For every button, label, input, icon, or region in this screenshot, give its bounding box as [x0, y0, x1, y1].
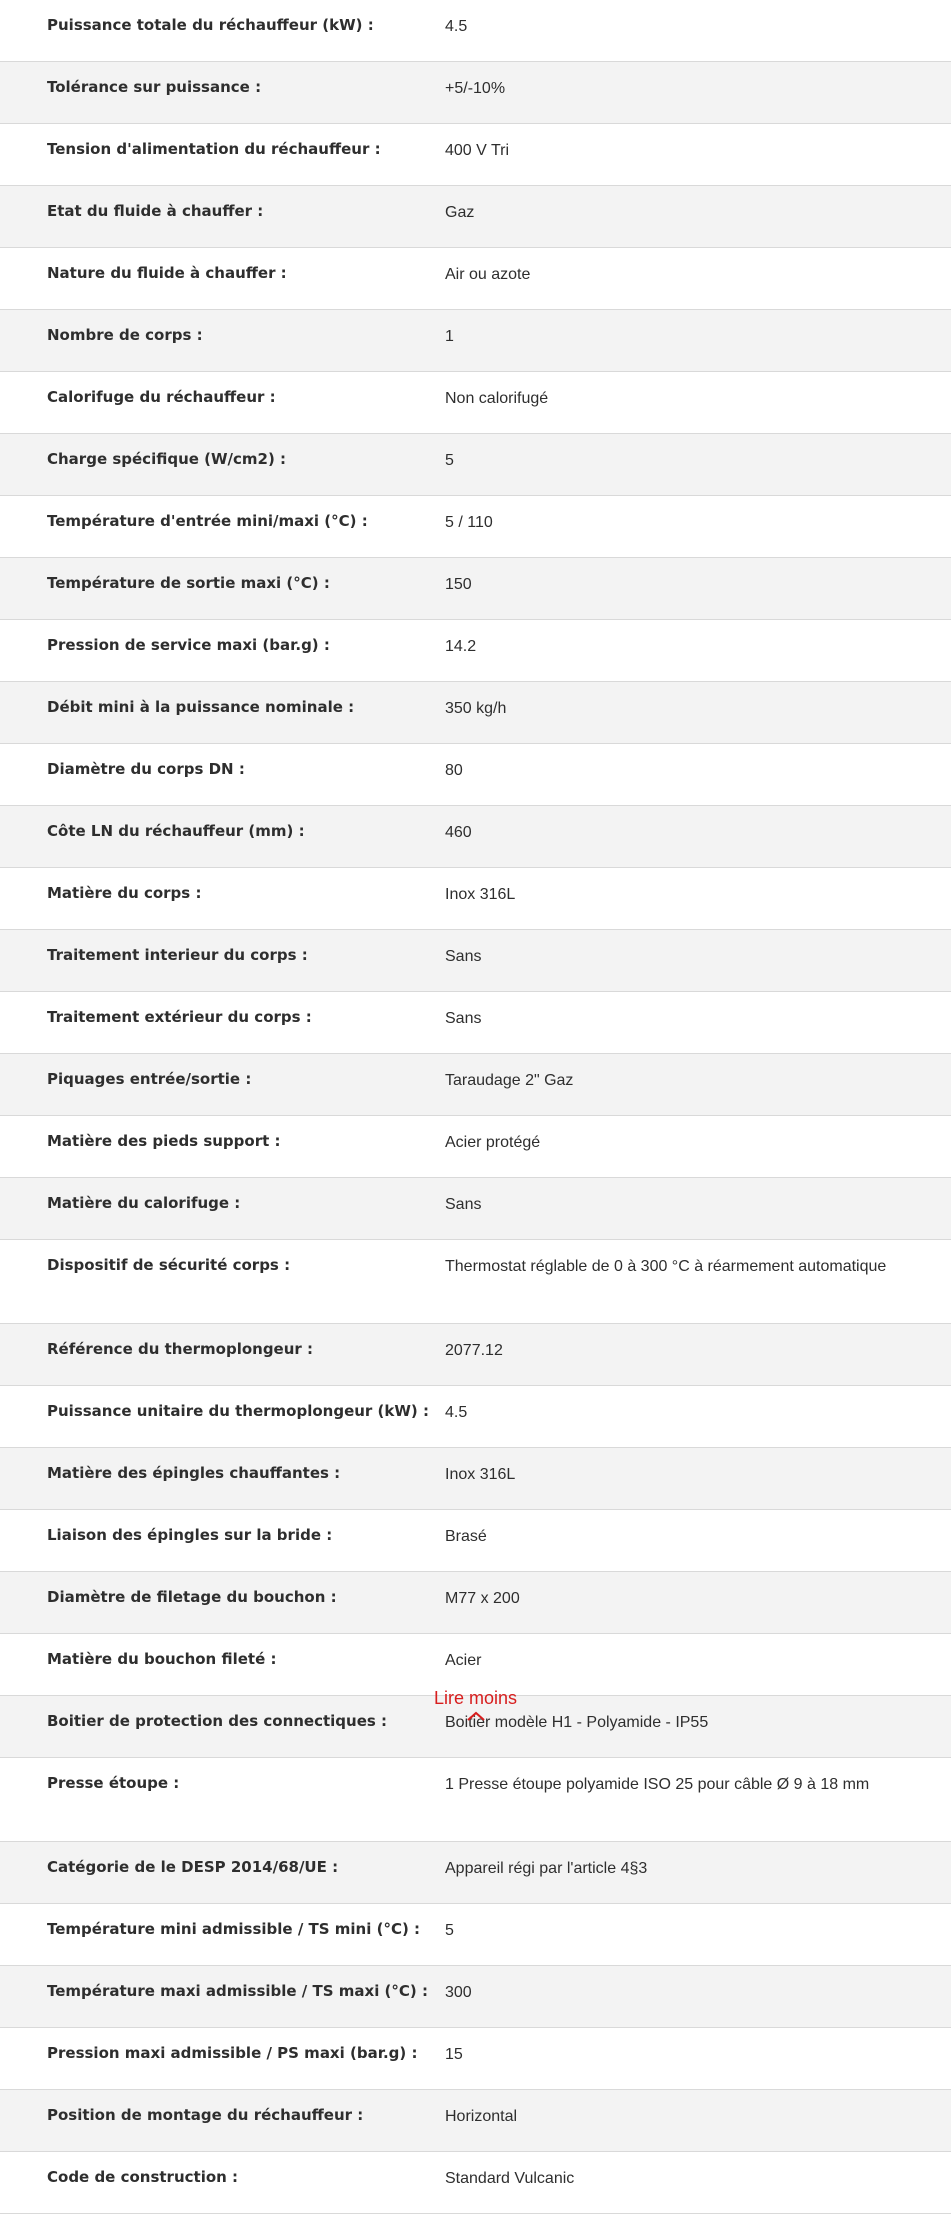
spec-row — [0, 868, 951, 930]
spec-label: Température de sortie maxi (°C) : — [47, 574, 330, 592]
spec-value: Brasé — [445, 1528, 487, 1545]
spec-value: Acier protégé — [445, 1134, 541, 1151]
spec-row — [0, 1966, 951, 2028]
spec-label: Débit mini à la puissance nominale : — [47, 698, 355, 716]
spec-value: Boitier modèle H1 - Polyamide - IP55 — [445, 1714, 709, 1731]
spec-row — [0, 1448, 951, 1510]
spec-row — [0, 62, 951, 124]
spec-value: 4.5 — [445, 18, 468, 35]
spec-row — [0, 248, 951, 310]
spec-row — [0, 2028, 951, 2090]
spec-value: 1 — [445, 328, 454, 345]
spec-value: 460 — [445, 824, 472, 841]
spec-value: Inox 316L — [445, 886, 516, 903]
spec-row — [0, 1904, 951, 1966]
spec-row — [0, 1116, 951, 1178]
spec-label: Diamètre de filetage du bouchon : — [47, 1588, 337, 1606]
spec-value: Gaz — [445, 204, 475, 221]
spec-label: Température d'entrée mini/maxi (°C) : — [47, 512, 368, 530]
spec-row — [0, 372, 951, 434]
spec-row — [0, 1842, 951, 1904]
chevron-up-icon — [466, 1711, 486, 1721]
spec-value: Taraudage 2" Gaz — [445, 1072, 574, 1089]
spec-value: 400 V Tri — [445, 142, 510, 159]
spec-label: Traitement interieur du corps : — [47, 946, 308, 964]
spec-label: Etat du fluide à chauffer : — [47, 202, 264, 220]
spec-row — [0, 930, 951, 992]
spec-label: Nombre de corps : — [47, 326, 203, 344]
spec-value: 4.5 — [445, 1404, 468, 1421]
spec-label: Température maxi admissible / TS maxi (°C) : — [47, 1982, 428, 2000]
spec-label: Matière du bouchon fileté : — [47, 1650, 277, 1668]
spec-value: 5 / 110 — [445, 514, 493, 531]
spec-value: 14.2 — [445, 638, 477, 655]
spec-row — [0, 620, 951, 682]
spec-value: Horizontal — [445, 2108, 518, 2125]
spec-label: Côte LN du réchauffeur (mm) : — [47, 822, 305, 840]
spec-label: Puissance totale du réchauffeur (kW) : — [47, 16, 374, 34]
read-less-container — [0, 1688, 951, 1721]
spec-row — [0, 434, 951, 496]
spec-label: Nature du fluide à chauffer : — [47, 264, 287, 282]
spec-row — [0, 744, 951, 806]
spec-row — [0, 1386, 951, 1448]
spec-value: 350 kg/h — [445, 700, 507, 717]
spec-row — [0, 124, 951, 186]
spec-label: Traitement extérieur du corps : — [47, 1008, 312, 1026]
spec-label: Code de construction : — [47, 2168, 239, 2186]
spec-value: Sans — [445, 1196, 482, 1213]
spec-row — [0, 1758, 951, 1842]
spec-label: Boitier de protection des connectiques : — [47, 1712, 388, 1730]
spec-label: Matière des pieds support : — [47, 1132, 281, 1150]
spec-value: 300 — [445, 1984, 472, 2001]
spec-row — [0, 1324, 951, 1386]
spec-value: Air ou azote — [445, 266, 531, 283]
spec-value: Sans — [445, 948, 482, 965]
spec-label: Calorifuge du réchauffeur : — [47, 388, 276, 406]
spec-value: Acier — [445, 1652, 482, 1669]
spec-label: Piquages entrée/sortie : — [47, 1070, 252, 1088]
spec-label: Température mini admissible / TS mini (°C) : — [47, 1920, 421, 1938]
spec-row — [0, 1178, 951, 1240]
spec-label: Tolérance sur puissance : — [47, 78, 262, 96]
spec-label: Charge spécifique (W/cm2) : — [47, 450, 287, 468]
spec-row — [0, 682, 951, 744]
spec-value: Appareil régi par l'article 4§3 — [445, 1860, 648, 1877]
spec-row — [0, 1240, 951, 1324]
spec-value: Inox 316L — [445, 1466, 516, 1483]
spec-label: Dispositif de sécurité corps : — [47, 1256, 291, 1274]
spec-value: 1 Presse étoupe polyamide ISO 25 pour câble Ø 9 à 18 mm — [445, 1776, 870, 1793]
spec-row — [0, 2152, 951, 2214]
spec-label: Matière du corps : — [47, 884, 202, 902]
spec-label: Position de montage du réchauffeur : — [47, 2106, 364, 2124]
spec-label: Tension d'alimentation du réchauffeur : — [47, 140, 381, 158]
read-less-link[interactable] — [434, 1688, 517, 1721]
spec-label: Pression maxi admissible / PS maxi (bar.g) : — [47, 2044, 418, 2062]
spec-label: Matière des épingles chauffantes : — [47, 1464, 341, 1482]
spec-row — [0, 806, 951, 868]
spec-row — [0, 1510, 951, 1572]
spec-value: Non calorifugé — [445, 390, 549, 407]
spec-label: Liaison des épingles sur la bride : — [47, 1526, 333, 1544]
spec-label: Pression de service maxi (bar.g) : — [47, 636, 330, 654]
spec-value: 2077.12 — [445, 1342, 503, 1359]
spec-row — [0, 186, 951, 248]
spec-value: Thermostat réglable de 0 à 300 °C à réarmement automatique — [445, 1258, 887, 1275]
spec-value: Sans — [445, 1010, 482, 1027]
spec-row — [0, 310, 951, 372]
spec-label: Catégorie de le DESP 2014/68/UE : — [47, 1858, 339, 1876]
spec-row — [0, 1572, 951, 1634]
spec-row — [0, 1634, 951, 1696]
spec-value: Standard Vulcanic — [445, 2170, 575, 2187]
spec-label: Diamètre du corps DN : — [47, 760, 245, 778]
spec-row — [0, 558, 951, 620]
spec-label: Puissance unitaire du thermoplongeur (kW) : — [47, 1402, 430, 1420]
spec-row — [0, 0, 951, 62]
spec-row — [0, 2090, 951, 2152]
spec-value: M77 x 200 — [445, 1590, 520, 1607]
spec-value: 5 — [445, 452, 454, 469]
spec-label: Référence du thermoplongeur : — [47, 1340, 314, 1358]
spec-row — [0, 1054, 951, 1116]
spec-value: 80 — [445, 762, 463, 779]
read-less-label: Lire moins — [433, 1688, 518, 1708]
spec-label: Presse étoupe : — [47, 1774, 180, 1792]
spec-label: Matière du calorifuge : — [47, 1194, 241, 1212]
spec-value: 5 — [445, 1922, 454, 1939]
spec-value: +5/-10% — [445, 80, 506, 97]
spec-value: 150 — [445, 576, 472, 593]
spec-row — [0, 992, 951, 1054]
spec-value: 15 — [445, 2046, 463, 2063]
spec-row — [0, 496, 951, 558]
